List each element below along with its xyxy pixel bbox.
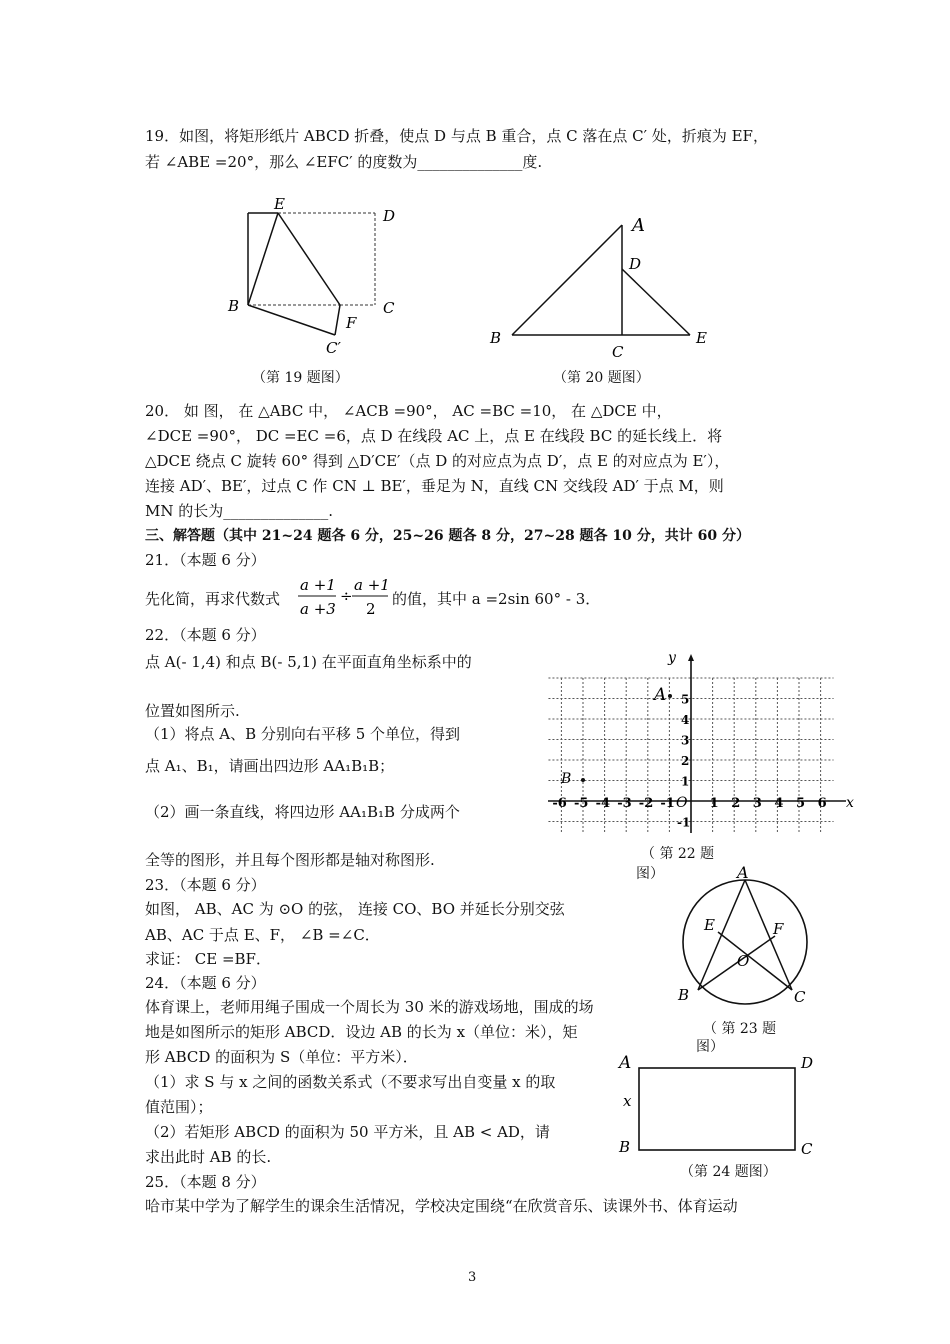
q19-line-1: 19．如图，将矩形纸片 ABCD 折叠，使点 D 与点 B 重合，点 C 落在点 C′ 处，折痕为 EF， <box>145 127 768 145</box>
figure-20 <box>480 205 710 365</box>
x-tick-label: 2 <box>731 796 741 811</box>
fig22-caption-line-2: 图） <box>636 866 664 882</box>
fig19-label-F: F <box>346 314 357 332</box>
q23-line-1: 如图， AB、AC 为 ⊙O 的弦， 连接 CO、BO 并延长分别交弦 <box>145 900 565 918</box>
x-tick-label: -6 <box>552 796 567 811</box>
fig19-label-E: E <box>274 195 285 213</box>
q21-head: 21．（本题 6 分） <box>145 551 266 569</box>
fig19-label-C-prime: C′ <box>326 339 341 357</box>
q22-line-2: 位置如图所示. <box>145 702 240 720</box>
q21-frac2-numerator: a +1 <box>354 576 390 594</box>
fig23-label-C: C <box>794 988 806 1006</box>
fig19-label-C: C <box>383 299 395 317</box>
x-tick-label: 4 <box>774 796 784 811</box>
q20-line-3: △DCE 绕点 C 旋转 60° 得到 △D′CE′（点 D 的对应点为点 D′，点 E 的对应点为 E′）， <box>145 452 730 470</box>
q24-head: 24．（本题 6 分） <box>145 974 266 992</box>
fig20-label-A: A <box>632 215 645 236</box>
q24-line-4: （1）求 S 与 x 之间的函数关系式（不要求写出自变量 x 的取 <box>145 1073 556 1091</box>
x-tick-label: -5 <box>574 796 589 811</box>
q24-line-3: 形 ABCD 的面积为 S（单位：平方米）． <box>145 1048 418 1066</box>
grid-point-A <box>668 694 672 698</box>
grid-point-B-label: B <box>561 771 572 787</box>
x-tick-label: 1 <box>709 796 719 811</box>
figure-22-grid <box>528 650 854 840</box>
q24-line-6: （2）若矩形 ABCD 的面积为 50 平方米，且 AB < AD，请 <box>145 1123 550 1141</box>
q23-line-2: AB、AC 于点 E、F， ∠B =∠C． <box>145 926 380 944</box>
fig20-label-B: B <box>490 329 502 347</box>
fig24-label-C: C <box>801 1140 813 1158</box>
figure-24 <box>615 1048 825 1158</box>
q19-line-2: 若 ∠ABE =20°，那么 ∠EFC′ 的度数为______________度. <box>145 153 543 171</box>
fig20-label-C: C <box>612 343 624 361</box>
q20-line-2: ∠DCE =90°， DC =EC =6，点 D 在线段 AC 上，点 E 在线段 BC 的延长线上．将 <box>145 427 723 445</box>
fig20-caption: （第 20 题图） <box>553 370 650 386</box>
grid-point-B <box>581 778 585 782</box>
x-tick-labels <box>552 796 826 811</box>
q22-line-1: 点 A(- 1,4) 和点 B(- 5,1) 在平面直角坐标系中的 <box>145 653 472 671</box>
q25-line-1: 哈市某中学为了解学生的课余生活情况，学校决定围绕“在欣赏音乐、读课外书、体育运动 <box>145 1197 738 1215</box>
x-tick-label: -2 <box>638 796 654 811</box>
q24-line-5: 值范围）； <box>145 1098 213 1116</box>
fig23-caption-line-1: （ 第 23 题 <box>703 1021 777 1037</box>
page-number: 3 <box>468 1270 477 1285</box>
fig24-label-A: A <box>619 1053 632 1073</box>
figure-23 <box>670 862 820 1012</box>
fig19-label-B: B <box>228 297 240 315</box>
x-tick-label: -3 <box>617 796 632 811</box>
y-tick-label: 4 <box>681 713 690 727</box>
q25-head: 25．（本题 8 分） <box>145 1173 266 1191</box>
fig23-label-A: A <box>737 863 749 882</box>
q21-text-after: 的值，其中 a =2sin 60° - 3． <box>392 590 601 608</box>
q22-line-5: （2）画一条直线，将四边形 AA₁B₁B 分成两个 <box>145 803 460 821</box>
fig23-label-E: E <box>704 916 715 934</box>
q21-division-sign: ÷ <box>340 587 353 605</box>
fig24-label-x: x <box>623 1092 632 1110</box>
q22-line-4: 点 A₁、B₁，请画出四边形 AA₁B₁B； <box>145 757 395 775</box>
fig23-caption-line-2: 图） <box>696 1039 724 1055</box>
section-3-heading: 三、解答题（其中 21~24 题各 6 分，25~26 题各 8 分，27~28 题各 10 分，共计 60 分） <box>145 528 751 544</box>
fig22-caption-line-1: （ 第 22 题 <box>641 846 715 862</box>
q21-frac2-denominator: 2 <box>366 600 376 618</box>
x-tick-label: 5 <box>796 796 806 811</box>
q20-line-5: MN 的长为______________. <box>145 502 334 520</box>
x-tick-label: 3 <box>752 796 762 811</box>
q24-line-1: 体育课上，老师用绳子围成一个周长为 30 米的游戏场地，围成的场 <box>145 998 594 1016</box>
q22-head: 22．（本题 6 分） <box>145 626 266 644</box>
x-tick-label: -4 <box>595 796 611 811</box>
y-tick-label: 1 <box>681 774 690 789</box>
grid-origin-label: O <box>676 795 688 811</box>
fig24-label-D: D <box>801 1054 814 1072</box>
q21-text-before: 先化简，再求代数式 <box>145 590 281 608</box>
grid-point-A-label: A <box>654 685 667 705</box>
fig19-label-D: D <box>383 207 396 225</box>
q24-line-7: 求出此时 AB 的长. <box>145 1148 272 1166</box>
q22-line-6: 全等的图形，并且每个图形都是轴对称图形. <box>145 851 435 869</box>
y-tick-label: 2 <box>681 754 690 768</box>
fig24-caption: （第 24 题图） <box>680 1164 777 1180</box>
fig19-caption: （第 19 题图） <box>252 370 349 386</box>
q21-frac1-denominator: a +3 <box>300 600 336 618</box>
fig23-label-B: B <box>678 986 690 1004</box>
fig23-label-F: F <box>773 920 784 938</box>
q20-line-4: 连接 AD′、BE′，过点 C 作 CN ⊥ BE′，垂足为 N，直线 CN 交线段 AD′ 于点 M，则 <box>145 477 724 495</box>
fig20-label-E: E <box>696 329 707 347</box>
x-tick-label: -1 <box>660 796 675 811</box>
q23-head: 23．（本题 6 分） <box>145 876 266 894</box>
q20-line-1: 20． 如 图， 在 △ABC 中， ∠ACB =90°， AC =BC =10， 在 △DCE 中， <box>145 402 672 420</box>
fig20-label-D: D <box>629 255 642 273</box>
y-tick-label: -1 <box>677 815 691 830</box>
x-tick-label: 6 <box>817 796 827 811</box>
y-tick-label: 3 <box>681 733 690 748</box>
figure-19 <box>220 195 420 365</box>
q24-line-2: 地是如图所示的矩形 ABCD．设边 AB 的长为 x（单位：米），矩 <box>145 1023 578 1041</box>
fig24-label-B: B <box>619 1138 631 1156</box>
q22-line-3: （1）将点 A、B 分别向右平移 5 个单位，得到 <box>145 725 461 743</box>
grid-y-label: y <box>668 650 676 666</box>
fig23-label-O: O <box>737 952 750 970</box>
q23-line-3: 求证： CE =BF． <box>145 950 271 968</box>
y-tick-label: 5 <box>681 692 690 707</box>
grid-x-label: x <box>846 795 854 811</box>
q21-frac1-numerator: a +1 <box>300 576 336 594</box>
